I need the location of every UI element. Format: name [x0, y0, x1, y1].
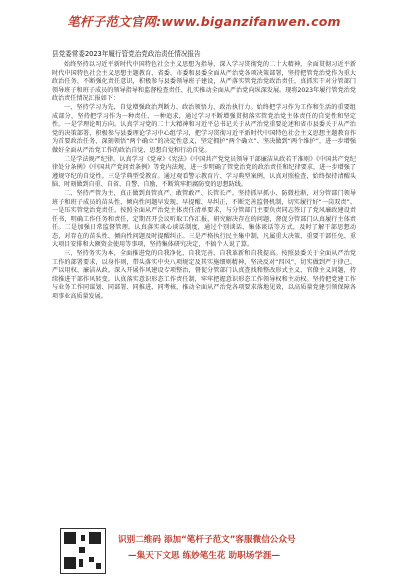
paragraph: 二、坚持严管为主，真正做到真管真严、敢管敢严、长管长严。坚持抓早抓小、防微杜渐，对分管部门领导班子和班子成员的苗头性、倾向性问题早发现、早提醒、早纠正，不断完善监督机制，切实履行好“一岗双责”。一是压实管党治党责任。按照全面从严治党主体责任清单要求，与分管部门主要负责同志签订了党风廉政建设责任书，明确工作任务和责任，定期召开会议听取工作汇报，研究解决存在的问题，督促分管部门认真履行主体责任。二是加强日常监督管理。认真落实谈心谈话制度，通过个别谈话、集体谈话等方式，及时了解干部思想动态，对存在的苗头性、倾向性问题及时提醒纠正。三是严格执行民主集中制，凡属重大决策、重要干部任免、重大项目安排和大额资金使用等事项，坚持集体研究决定，不搞个人说了算。 [52, 189, 356, 249]
site-label[interactable]: 笔杆子范文官网:www.biganzifanwen.com [67, 14, 341, 29]
document-title: 县党委常委2023年履行管党治党政治责任情况报告 [52, 50, 201, 58]
footer-line-2: —集天下文思 练妙笔生花 助职场学涯— [128, 551, 281, 561]
document-body [52, 50, 356, 520]
paragraph: 三、坚持务实为本，全面推进党的自我净化、自我完善、自我革新和自我提高。按照县委关于全面从严治党工作的部署要求，以身作则，带头落实中央八项规定及其实施细则精神，坚决反对“四风”，切实做到严于律己、严以用权、廉洁从政。深入开展作风建设专项整治，督促分管部门认真查找和整改形式主义、官僚主义问题，持续推进干部作风转变。认真落实意识形态工作责任制，牢牢把握意识形态工作领导权和主动权。坚持把党建工作与业务工作同谋划、同部署、同推进、同考核，推动全面从严治党各项要求落地见效，以高质量党建引领保障各项事业高质量发展。 [52, 250, 356, 301]
paragraph: 始终坚持以习近平新时代中国特色社会主义思想为指导，深入学习贯彻党的二十大精神，全面贯彻习近平新时代中国特色社会主义思想主题教育、省委、市委和县委全面从严治党各项决策部署，坚持把管党治党作为重大政治任务，不断强化责任意识，积极参与县委领导班子建设，从严落实管党治党政治责任，真抓实干对分管部门领导班子和班子成员的领导指导和监督检查责任，扎实推动全面从严治党向纵深发展。现将2023年履行管党治党政治责任情况汇报如下： [52, 61, 356, 103]
paragraph: 一、坚持学习为先，自觉增强政治判断力、政治领悟力、政治执行力。始终把学习作为工作和生活的重要组成部分，坚持把学习作为一种责任、一种追求，通过学习不断增强贯彻落实管党治党主体责任的自觉性和坚定性。一是学理论明方向。认真学习党的二十大精神和习近平总书记关于从严治党重要论述和省市县委关于从严治党的决策部署，积极参与县委理论学习中心组学习，把学习贯彻习近平新时代中国特色社会主义思想主题教育作为首要政治任务，深刻领悟“两个确立”的决定性意义，坚定拥护“两个确立”、坚决做到“两个维护”，进一步增强做好全面从严治党工作的政治自觉、思想自觉和行动自觉。 [52, 103, 356, 154]
paragraph: 二是学法规严纪律。认真学习《党章》《宪法》《中国共产党党员领导干部廉洁从政若干准则》《中国共产党纪律处分条例》《中国共产党问责条例》等党内法规，进一步明确了管党治党的政治责任和纪律要求，进一步增强了遵规守纪的自觉性。三是学典型受教育。通过观看警示教育片、学习典型案例，认真对照检查，始终保持清醒头脑，时刻做到自重、自省、自警、自励，不断筑牢拒腐防变的思想防线。 [52, 155, 356, 189]
qr-code-icon[interactable] [60, 528, 106, 574]
site-banner [0, 0, 408, 44]
footer-line-1: 识别二维码 添加“笔杆子范文”客服微信公众号 [118, 535, 296, 545]
footer-promo [0, 522, 408, 580]
footer-text [118, 532, 368, 564]
